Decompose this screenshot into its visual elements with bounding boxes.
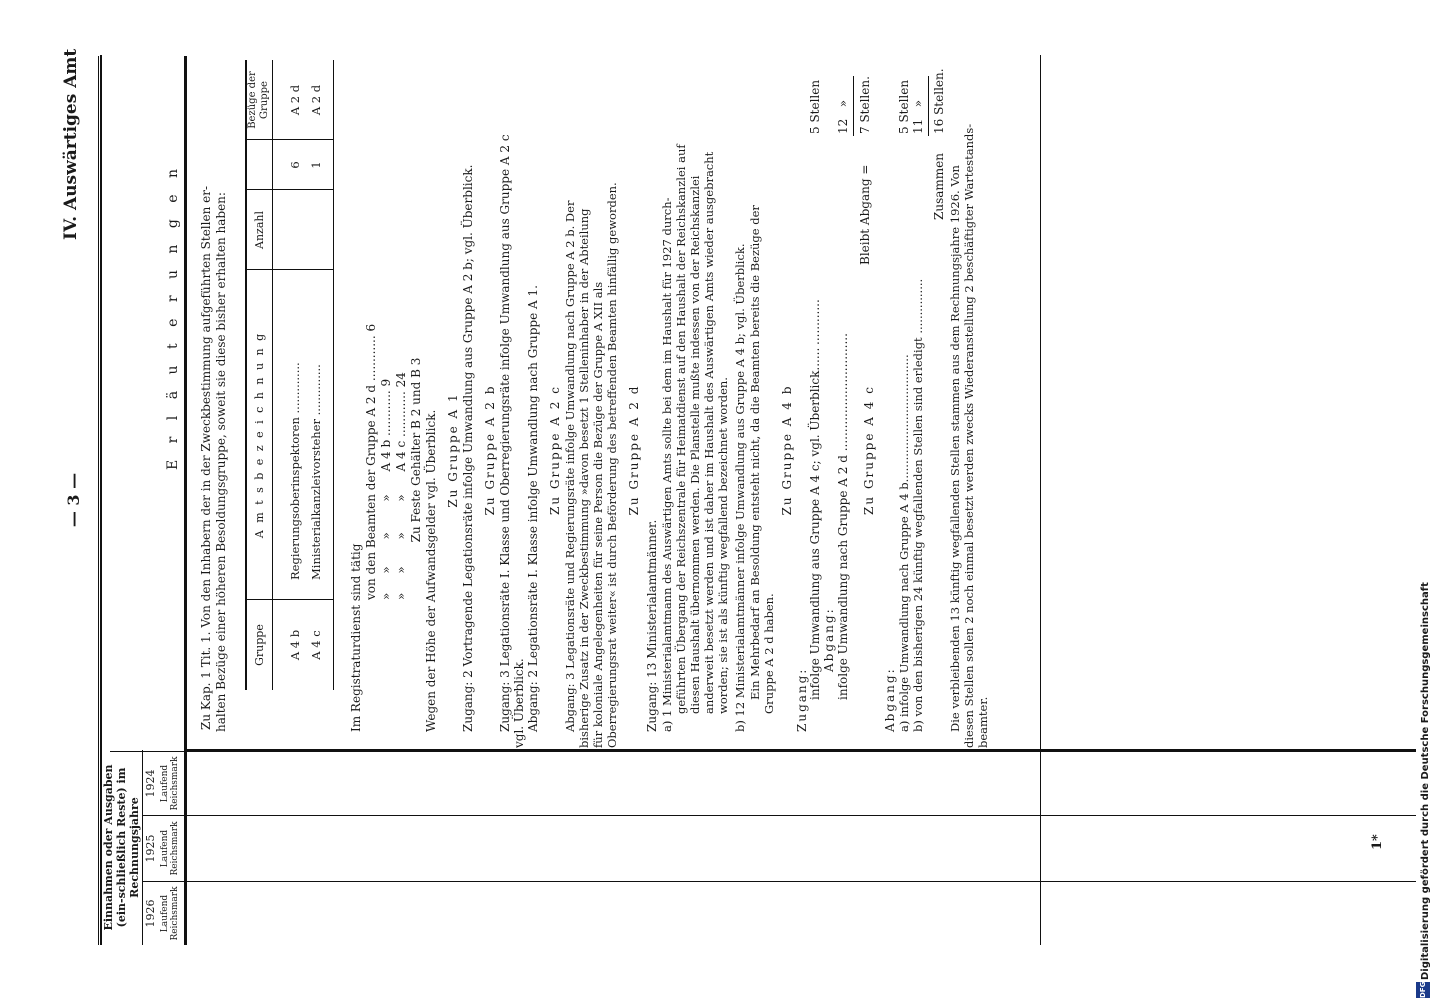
gruppe-a4c-b-text: b) von den bisherigen 24 künftig wegfallenden Stellen sind erledigt ............... xyxy=(911,278,925,732)
gruppe-a1-heading: Zu Gruppe A 1 xyxy=(446,392,460,508)
intro-line-2: halten Bezüge einer höheren Besoldungsgruppe, soweit sie diese bisher erhalten haben: xyxy=(214,192,228,732)
gruppe-a2b-line-3: Abgang: 2 Legationsräte I. Klasse infolge Umwandlung nach Gruppe A 1. xyxy=(526,285,540,732)
gruppe-a2d-a-line-3: diesen Haushalt übernommen werden. Die Planstelle mußte indessen von der Reichskanzlei xyxy=(688,175,702,714)
grade-row-1-count: 6 xyxy=(288,161,302,169)
unit-rm-1925: Reichsmark xyxy=(170,821,180,876)
header-table-bottom-rule xyxy=(184,56,187,945)
gruppe-a2d-b-line-1: b) 12 Ministerialamtmänner infolge Umwandlung aus Gruppe A 4 b; vgl. Überblick. xyxy=(733,243,747,732)
year-1924: 1924 xyxy=(144,769,157,798)
gruppe-a4b-zugang-text: infolge Umwandlung aus Gruppe A 4 c; vgl. Überblick...... xyxy=(808,347,822,700)
page-number: — 3 — xyxy=(64,472,83,528)
column-rule-2 xyxy=(186,815,1416,816)
gruppe-a4b-heading: Zu Gruppe A 4 b xyxy=(780,384,794,516)
intro-line-1: Zu Kap. 1 Tit. 1. Von den Inhabern der in der Zweckbestimmung aufgeführten Stellen er- xyxy=(199,185,213,730)
dfg-logo-text: DFG xyxy=(1419,981,1427,998)
gruppe-a4b-abgang-label: Abgang: xyxy=(822,607,836,672)
gruppe-a2c-line-4: Oberregierungsrat weiter« ist durch Beförderung des betreffenden Beamten hinfällig geworden. xyxy=(605,182,619,748)
column-rule-3 xyxy=(186,749,1416,752)
unit-laufend-1924: Laufend xyxy=(160,764,170,803)
grade-header-count: Anzahl xyxy=(253,211,266,249)
gruppe-a2c-line-1: Abgang: 3 Legationsräte und Regierungsräte infolge Umwandlung nach Gruppe A 2 b. Der xyxy=(563,200,577,732)
gruppe-a4b-sum-rule xyxy=(853,76,854,136)
gruppe-a2c-line-2: bisherige Zusatz in der Zweckbestimmung »davon besetzt 1 Stelleninhaber in der Abteilung xyxy=(577,208,591,748)
section-title: IV. Auswärtiges Amt xyxy=(61,48,81,240)
grade-row-2-pay: A 2 d xyxy=(309,84,323,116)
registratur-line-2: » » » » A 4 b ............ 9 xyxy=(379,378,393,600)
header-table-top-rule xyxy=(98,56,99,945)
gruppe-a4b-abgang-text: infolge Umwandlung nach Gruppe A 2 d ............................... xyxy=(836,333,850,700)
aufwand-note: Wegen der Höhe der Aufwandsgelder vgl. Überblick. xyxy=(424,409,438,732)
gruppe-a4c-heading: Zu Gruppe A 4 c xyxy=(862,385,876,515)
grade-row-1-title: Regierungsoberinspektoren .............. xyxy=(288,362,302,580)
gruppe-a2c-heading: Zu Gruppe A 2 c xyxy=(548,385,562,515)
digitization-note: Digitalisierung gefördert durch die Deutsche Forschungsgemeinschaft xyxy=(1420,582,1431,980)
unit-rm-1926: Reichsmark xyxy=(170,886,180,941)
column-rule-1 xyxy=(186,881,1416,882)
gruppe-a4c-total-label: Zusammen xyxy=(932,153,946,220)
gruppe-a2d-a-line-1: a) 1 Ministerialamtmann des Auswärtigen Amts sollte bei dem im Haushalt für 1927 durch- xyxy=(660,197,674,732)
grade-table-head-rule xyxy=(272,60,273,690)
gruppe-a4b-result-value: 7 Stellen. xyxy=(858,76,872,134)
gruppe-a4c-total-value: 16 Stellen. xyxy=(932,68,946,134)
year-1926: 1926 xyxy=(144,899,157,928)
grade-row-2-count: 1 xyxy=(309,161,323,169)
gruppe-a2b-line-1: Zugang: 3 Legationsräte I. Klasse und Oberregierungsräte infolge Umwandlung aus Gruppe A 2 c xyxy=(498,134,512,732)
year-1925: 1925 xyxy=(144,834,157,863)
grade-row-1-group: A 4 b xyxy=(288,629,302,661)
grade-table-bottom xyxy=(333,60,334,690)
feste-gehaelter-heading: Zu Feste Gehälter B 2 und B 3 xyxy=(409,357,423,543)
registratur-heading: Im Registraturdienst sind tätig xyxy=(349,543,363,732)
explanations-heading: E r l ä u t e r u n g e n xyxy=(165,162,181,470)
grade-header-gruppe: Gruppe xyxy=(253,624,266,666)
gruppe-a4c-a-text: a) infolge Umwandlung nach Gruppe A 4 b................................... xyxy=(897,354,911,732)
gruppe-a2b-line-2: vgl. Überblick. xyxy=(512,658,526,748)
gruppe-a4c-abgang-label: Abgang: xyxy=(883,667,897,732)
gruppe-a2d-a-line-5: worden; sie ist als künftig wegfallend bezeichnet worden. xyxy=(716,377,730,714)
grade-row-2-title: Ministerialkanzleivorsteher .............. xyxy=(309,364,323,580)
grade-table-top xyxy=(245,60,247,690)
gruppe-a4c-b-value: 11 » xyxy=(911,99,925,134)
gruppe-a4b-result-label: Bleibt Abgang = xyxy=(858,164,872,265)
unit-laufend-1925: Laufend xyxy=(160,829,170,868)
closing-line-3: beamter. xyxy=(976,696,990,748)
gruppe-a2d-a-line-2: geführten Übergang der Reichszentrale für Heimatdienst auf den Haushalt der Reichskanzlei auf xyxy=(674,144,688,714)
closing-line-2: diesen Stellen sollen 2 noch einmal besetzt werden zwecks Wiederanstellung 2 beschäftigter Wartestands- xyxy=(962,123,976,748)
footnote-mark: 1* xyxy=(1370,834,1385,850)
grade-header-title: A m t s b e z e i c h n u n g xyxy=(253,331,266,539)
gruppe-a2d-a-line-4: anderweit besetzt werden und ist daher im Haushalt des Auswärtigen Amts wieder ausgebracht xyxy=(702,151,716,714)
gruppe-a2b-heading: Zu Gruppe A 2 b xyxy=(483,384,497,516)
gruppe-a2c-line-3: für koloniale Angelegenheiten für seine Person die Bezüge der Gruppe A XII als xyxy=(591,281,605,748)
registratur-line-3: » » » » A 4 c ............ 24 xyxy=(394,372,408,600)
gruppe-a4b-zugang-label: Zugang: xyxy=(795,667,809,732)
registratur-line-1: von den Beamten der Gruppe A 2 d ............ 6 xyxy=(364,323,378,600)
grade-row-2-group: A 4 c xyxy=(309,630,323,660)
gruppe-a4c-sum-rule xyxy=(928,76,929,136)
gruppe-a2d-heading: Zu Gruppe A 2 d xyxy=(627,384,641,516)
grade-header-pay: Bezüge der Gruppe xyxy=(247,71,270,129)
unit-rm-1924: Reichsmark xyxy=(170,756,180,811)
gruppe-a2d-b-line-3: Gruppe A 2 d haben. xyxy=(762,593,776,714)
gruppe-a4b-zugang-value: 5 Stellen xyxy=(808,79,822,134)
gruppe-a4b-zugang-dots: ............ xyxy=(808,299,822,345)
header-caption: Einnahmen oder Ausgaben (ein-schließlich Reste) im Rechnungsjahre xyxy=(102,764,141,931)
gruppe-a4b-abgang-value: 12 » xyxy=(836,99,850,134)
closing-line-1: Die verbleibenden 13 künftig wegfallenden Stellen stammen aus dem Rechnungsjahre 1926. Von xyxy=(948,165,962,732)
gruppe-a2d-zugang: Zugang: 13 Ministerialamtmänner. xyxy=(645,519,659,732)
unit-laufend-1926: Laufend xyxy=(160,894,170,933)
grade-row-1-pay: A 2 d xyxy=(288,84,302,116)
gruppe-a1-text: Zugang: 2 Vortragende Legationsräte infolge Umwandlung aus Gruppe A 2 b; vgl. Überblick. xyxy=(461,164,475,732)
bottom-rule xyxy=(1040,55,1041,945)
year-row-rule xyxy=(142,750,143,945)
gruppe-a2d-b-line-2: Ein Mehrbedarf an Besoldung entsteht nicht, da die Beamten bereits die Bezüge der xyxy=(748,205,762,700)
dfg-logo xyxy=(1416,982,1430,998)
gruppe-a4c-a-value: 5 Stellen xyxy=(897,79,911,134)
